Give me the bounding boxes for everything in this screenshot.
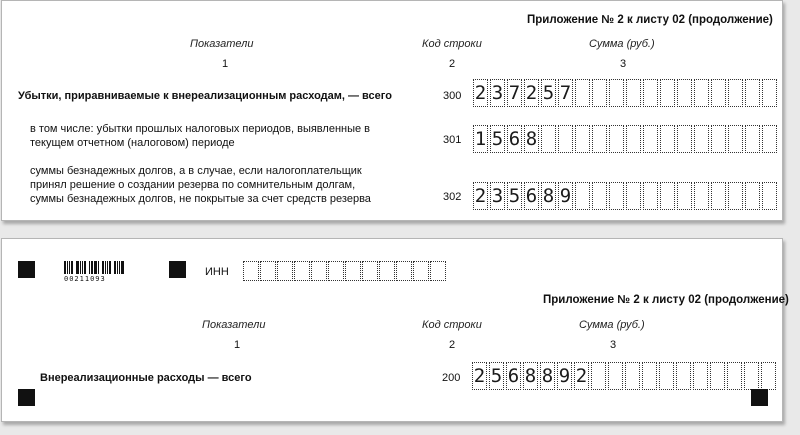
digit-cell [693,362,708,390]
digit-cell [626,182,641,210]
barcode-bar [105,261,106,274]
digit-cell: 5 [489,362,504,390]
column-header-amount: Сумма (руб.) [579,319,645,331]
digit-cell: 7 [507,79,522,107]
digit-cell [591,362,606,390]
digit-cell [260,261,276,281]
digit-cell [677,79,692,107]
form-sheet-top [1,0,783,221]
digit-cell [379,261,395,281]
digit-cell [626,79,641,107]
digit-cell [711,182,726,210]
digit-cell: 9 [558,182,573,210]
barcode-number: 00211093 [64,275,106,283]
row-301-label: в том числе: убытки прошлых налоговых периодов, выявленные в текущем отчетном (налоговом) периоде [30,123,371,149]
column-number-indicator: 1 [222,58,229,70]
barcode-bar [119,261,120,274]
digit-cell [711,125,726,153]
alignment-marker-icon [18,389,35,406]
row-200-amount-field[interactable] [472,362,778,390]
digit-cell [625,362,640,390]
row-302-code: 302 [443,191,462,203]
row-200-label: Внереализационные расходы — всего [40,372,252,384]
digit-cell [243,261,259,281]
column-header-indicator: Показатели [190,38,254,50]
barcode-bar [107,261,108,274]
row-200-code: 200 [442,372,461,384]
barcode-bar [109,261,111,274]
digit-cell [676,362,691,390]
digit-cell [592,125,607,153]
digit-cell: 2 [472,362,487,390]
digit-cell [745,125,760,153]
digit-cell [609,125,624,153]
digit-cell: 3 [490,79,505,107]
digit-cell [413,261,429,281]
row-300-amount-field[interactable] [473,79,779,107]
digit-cell [626,125,641,153]
column-header-indicator: Показатели [202,319,266,331]
digit-cell: 5 [507,182,522,210]
digit-cell [608,362,623,390]
digit-cell [294,261,310,281]
digit-cell: 8 [524,125,539,153]
digit-cell: 8 [523,362,538,390]
barcode-bars [64,261,132,274]
barcode-bar [91,261,93,274]
digit-cell [430,261,446,281]
barcode-bar [89,261,90,274]
digit-cell: 9 [557,362,572,390]
digit-cell: 2 [473,79,488,107]
digit-cell [659,362,674,390]
digit-cell [609,79,624,107]
digit-cell: 3 [490,182,505,210]
digit-cell: 8 [540,362,555,390]
digit-cell [762,182,777,210]
digit-cell [396,261,412,281]
digit-cell [762,79,777,107]
appendix-title: Приложение № 2 к листу 02 (продолжение) [543,294,789,306]
barcode-bar [71,261,73,274]
digit-cell [710,362,725,390]
digit-cell [277,261,293,281]
digit-cell [558,125,573,153]
digit-cell [575,125,590,153]
digit-cell [728,182,743,210]
digit-cell: 1 [473,125,488,153]
digit-cell: 2 [473,182,488,210]
alignment-marker-icon [751,389,768,406]
digit-cell [745,79,760,107]
digit-cell [643,182,658,210]
digit-cell [660,79,675,107]
digit-cell [643,125,658,153]
digit-cell [677,182,692,210]
digit-cell [694,182,709,210]
barcode-bar [98,261,99,274]
form-sheet-bottom [1,238,789,422]
digit-cell [728,125,743,153]
barcode-bar [80,261,81,274]
column-number-code: 2 [449,339,456,351]
digit-cell: 2 [574,362,589,390]
barcode-bar [84,261,86,274]
digit-cell [677,125,692,153]
digit-cell: 5 [541,79,556,107]
digit-cell [328,261,344,281]
column-number-code: 2 [449,58,456,70]
digit-cell [761,362,776,390]
column-number-indicator: 1 [234,339,241,351]
inn-field[interactable] [243,261,447,281]
row-302-amount-field[interactable] [473,182,779,210]
barcode-bar [121,261,124,274]
digit-cell: 6 [524,182,539,210]
digit-cell [362,261,378,281]
appendix-title: Приложение № 2 к листу 02 (продолжение) [527,14,773,26]
row-301-code: 301 [443,134,462,146]
digit-cell: 2 [524,79,539,107]
digit-cell [592,79,607,107]
barcode-bar [82,261,83,274]
row-302-label: суммы безнадежных долгов, а в случае, если налогоплательщик принял решение о создании резерва по сомнительным долгам, суммы безнадежных долгов, не покрытые за счет средств резерва [30,165,371,205]
digit-cell [575,182,590,210]
row-301-amount-field[interactable] [473,125,779,153]
column-header-amount: Сумма (руб.) [589,38,655,50]
barcode-bar [117,261,118,274]
digit-cell [345,261,361,281]
digit-cell [660,125,675,153]
digit-cell: 5 [490,125,505,153]
digit-cell [727,362,742,390]
row-300-code: 300 [443,90,462,102]
column-header-code: Код строки [422,319,482,331]
barcode-bar [102,261,104,274]
digit-cell [642,362,657,390]
digit-cell: 7 [558,79,573,107]
alignment-marker-icon [169,261,186,278]
digit-cell: 6 [507,125,522,153]
digit-cell: 6 [506,362,521,390]
barcode-bar [114,261,116,274]
digit-cell [762,125,777,153]
digit-cell [311,261,327,281]
digit-cell [694,125,709,153]
digit-cell [541,125,556,153]
column-number-amount: 3 [610,339,617,351]
digit-cell [711,79,726,107]
digit-cell [592,182,607,210]
digit-cell [609,182,624,210]
digit-cell [575,79,590,107]
digit-cell [744,362,759,390]
barcode-bar [76,261,79,274]
digit-cell: 8 [541,182,556,210]
alignment-marker-icon [18,261,35,278]
barcode [64,261,132,285]
row-300-label: Убытки, приравниваемые к внереализационным расходам, — всего [18,90,392,102]
barcode-bar [69,261,70,274]
digit-cell [745,182,760,210]
barcode-bar [67,261,68,274]
digit-cell [694,79,709,107]
barcode-bar [94,261,97,274]
digit-cell [660,182,675,210]
inn-label: ИНН [205,266,229,278]
column-header-code: Код строки [422,38,482,50]
digit-cell [728,79,743,107]
digit-cell [643,79,658,107]
barcode-bar [64,261,66,274]
column-number-amount: 3 [620,58,627,70]
